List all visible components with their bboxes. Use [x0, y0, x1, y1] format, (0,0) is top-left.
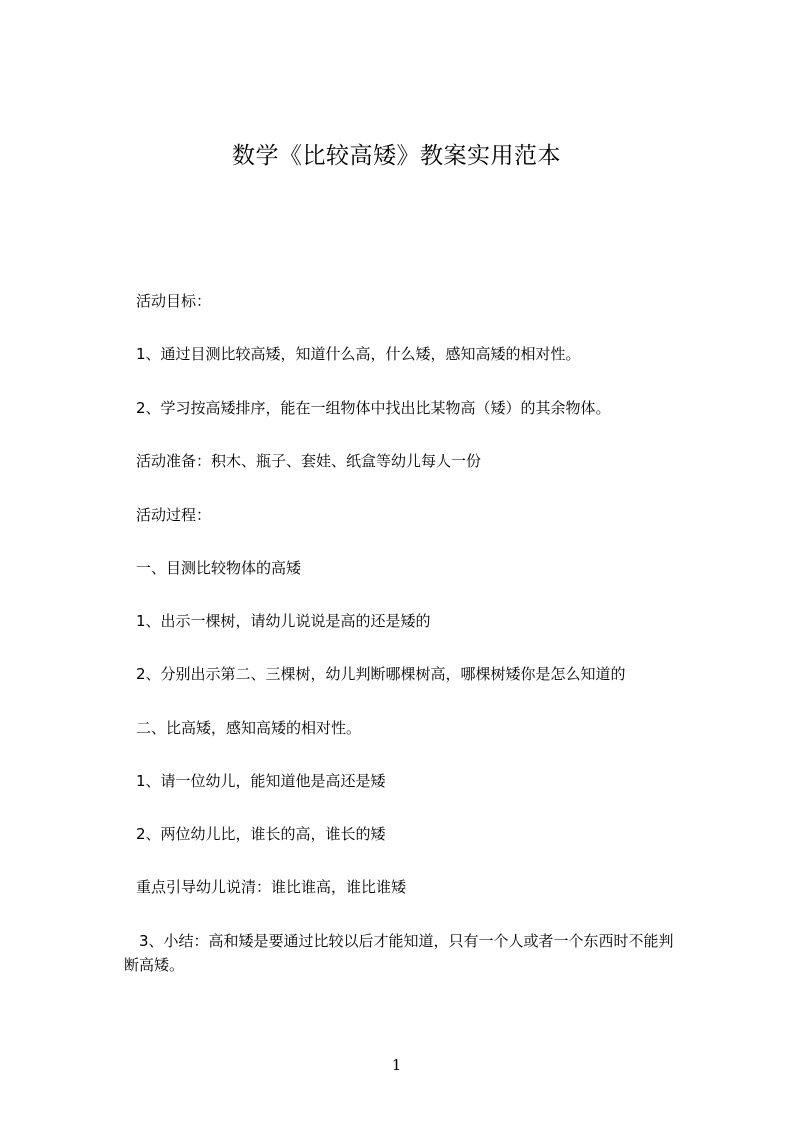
paragraph-key-guidance: 重点引导幼儿说清：谁比谁高，谁比谁矮	[136, 878, 407, 896]
paragraph-goal-1: 1、通过目测比较高矮，知道什么高，什么矮，感知高矮的相对性。	[136, 345, 581, 363]
paragraph-step-1-1: 1、出示一棵树，请幼儿说说是高的还是矮的	[136, 612, 431, 630]
paragraph-step-2-1: 1、请一位幼儿，能知道他是高还是矮	[136, 772, 386, 790]
document-title: 数学《比较高矮》教案实用范本	[232, 143, 561, 169]
paragraph-goal-2: 2、学习按高矮排序，能在一组物体中找出比某物高（矮）的其余物体。	[136, 399, 611, 417]
paragraph-step-1-heading: 一、目测比较物体的高矮	[136, 559, 302, 577]
summary-line-1: 3、小结：高和矮是要通过比较以后才能知道，只有一个人或者一个东西时不能判	[139, 932, 674, 950]
paragraph-summary	[124, 930, 726, 976]
paragraph-step-2-heading: 二、比高矮，感知高矮的相对性。	[136, 719, 362, 737]
summary-line-2: 断高矮。	[124, 956, 185, 974]
page-number: 1	[391, 1056, 402, 1074]
section-heading-goals: 活动目标：	[136, 292, 212, 310]
paragraph-step-2-2: 2、两位幼儿比，谁长的高，谁长的矮	[136, 825, 386, 843]
paragraph-step-1-2: 2、分别出示第二、三棵树，幼儿判断哪棵树高，哪棵树矮你是怎么知道的	[136, 665, 626, 683]
paragraph-preparation: 活动准备：积木、瓶子、套娃、纸盒等幼儿每人一份	[136, 452, 482, 470]
section-heading-process: 活动过程：	[136, 506, 212, 524]
